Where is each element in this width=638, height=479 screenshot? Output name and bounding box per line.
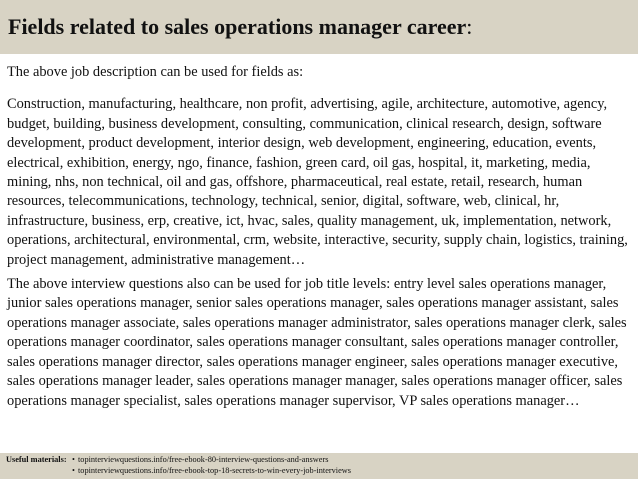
fields-list-text: Construction, manufacturing, healthcare, non profit, advertising, agile, architecture, automotive, agency, budget, building, business development, consulting, communication, clinical research, design, software development, product development, interior design, web development, engineering, education, events, electrical, exhibition, energy, ngo, finance, fashion, green card, oil gas, hospital, it, marketing, media, mining, nhs, non technical, oil and gas, offshore, pharmaceutical, real estate, retail, research, human resources, telecommunications, technology, technical, senior, digital, software, web, clinical, hr, infrastructure, business, erp, creative, ict, hvac, sales, quality management, uk, implementation, network, operations, architectural, environmental, crm, website, interactive, security, supply chain, logistics, training, project management, administrative management… xyxy=(7,96,628,268)
footer-line-1 xyxy=(6,454,638,465)
bullet-icon: • xyxy=(72,455,75,464)
footer-label: Useful materials: xyxy=(6,455,67,464)
title-bar xyxy=(0,0,638,54)
slide-title-text: Fields related to sales operations manager career xyxy=(8,14,467,39)
footer-bar xyxy=(0,453,638,479)
footer-line-2 xyxy=(6,465,638,476)
slide-content xyxy=(7,63,635,411)
job-levels-text: The above interview questions also can be used for job title levels: entry level sales operations manager, junior sales operations manager, senior sales operations manager, sales operations manager assistant, sales operations manager associate, sales operations manager administrator, sales operations manager clerk, sales operations manager coordinator, sales operations manager consultant, sales operations manager controller, sales operations manager director, sales operations manager engineer, sales operations manager executive, sales operations manager leader, sales operations manager manager, sales operations manager officer, sales operations manager specialist, sales operations manager supervisor, VP sales operations manager… xyxy=(7,276,627,409)
intro-text: The above job description can be used for fields as: xyxy=(7,64,304,80)
slide-title xyxy=(8,14,638,40)
slide-title-colon: : xyxy=(466,14,473,39)
footer-link-2[interactable]: topinterviewquestions.info/free-ebook-top-18-secrets-to-win-every-job-interviews xyxy=(78,466,352,475)
bullet-icon: • xyxy=(72,466,75,475)
footer-link-1[interactable]: topinterviewquestions.info/free-ebook-80-interview-questions-and-answers xyxy=(78,455,329,464)
